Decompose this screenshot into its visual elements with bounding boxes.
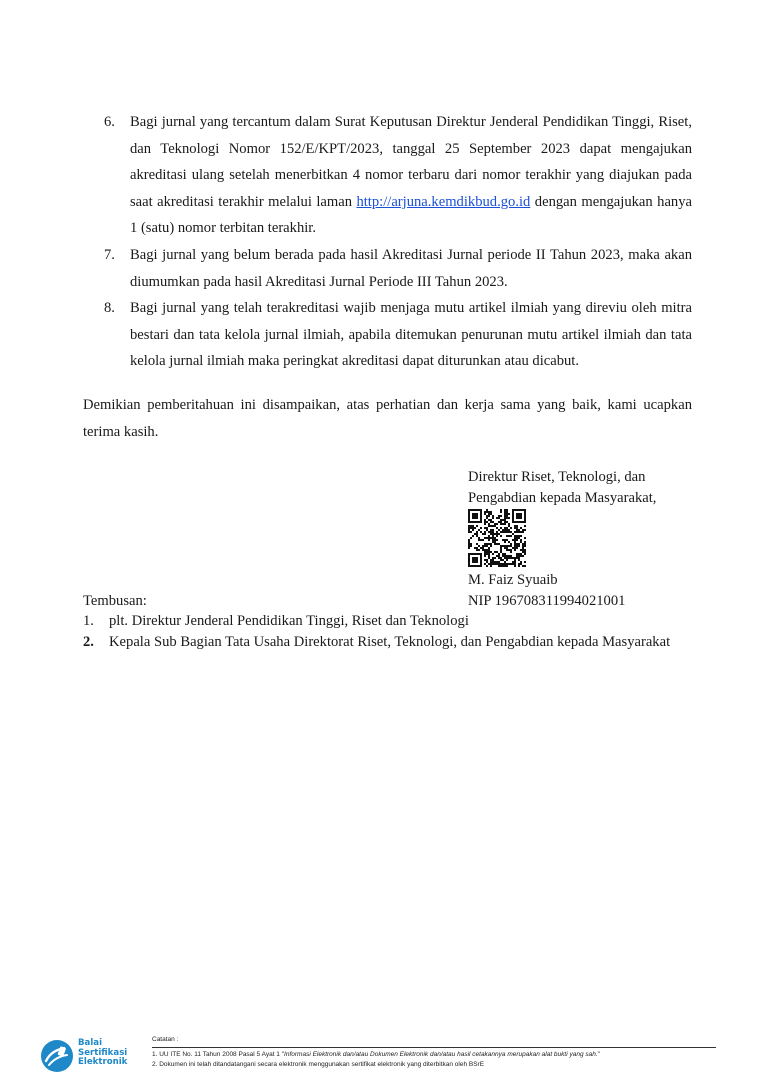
bsre-logo-text [78,1039,127,1068]
tembusan-item-number: 2. [83,633,94,650]
list-item [104,109,692,242]
numbered-list [104,109,692,375]
bsre-logo-icon [40,1039,74,1073]
tembusan-item [83,632,692,653]
note1-prefix: 1. UU ITE No. 11 Tahun 2008 Pasal 5 Ayat 1 " [152,1051,285,1058]
signature-title [468,467,656,509]
footer-note-2: 2. Dokumen ini telah ditandatangani secara elektronik menggunakan sertifikat elektronik yang diterbitkan oleh BSrE [152,1061,485,1068]
signer-nip: NIP 196708311994021001 [468,593,626,609]
logo-line1: Balai [78,1038,103,1048]
tembusan-title: Tembusan: [83,593,147,609]
list-item [104,295,692,375]
tembusan-list [83,611,692,652]
tembusan-item-text: Kepala Sub Bagian Tata Usaha Direktorat Riset, Teknologi, dan Pengabdian kepada Masyarakat [109,633,671,650]
list-item-text: Bagi jurnal yang telah terakreditasi wajib menjaga mutu artikel ilmiah yang direviu oleh mitra bestari dan tata kelola jurnal ilmiah, apabila ditemukan penurunan mutu artikel ilmiah dan tata kelola jurnal ilmiah maka peringkat akreditasi dapat diturunkan atau dicabut. [130,300,692,370]
list-item-text: Bagi jurnal yang belum berada pada hasil Akreditasi Jurnal periode II Tahun 2023, maka akan diumumkan pada hasil Akreditasi Jurnal Periode III Tahun 2023. [130,246,692,290]
arjuna-link[interactable]: http://arjuna.kemdikbud.go.id [356,193,531,210]
qr-code-icon [468,509,526,567]
list-item-text-after-link: dengan mengajukan hanya 1 (satu) nomor terbitan terakhir. [130,193,692,237]
logo-line2: Sertifikasi [78,1047,128,1058]
signature-title-line1: Direktur Riset, Teknologi, dan [468,469,646,485]
signature-title-line2: Pengabdian kepada Masyarakat, [468,490,657,506]
footer-notes [152,1035,716,1070]
list-item [104,242,692,295]
signer-name: M. Faiz Syuaib [468,572,558,588]
list-item-number: 7. [104,246,115,263]
list-item-number: 8. [104,300,115,317]
footer-divider [152,1047,716,1048]
tembusan-item-number: 1. [83,613,94,629]
list-item-text: Bagi jurnal yang tercantum dalam Surat Keputusan Direktur Jenderal Pendidikan Tinggi, Riset, dan Teknologi Nomor 152/E/KPT/2023, tanggal 25 September 2023 dapat mengajukan akreditasi ulang setelah menerbitkan 4 nomor terbaru dari nomor terakhir yang diajukan pada saat akreditasi terakhir melalui laman [130,114,692,210]
list-item-number: 6. [104,114,115,130]
note1-suffix: " [597,1051,600,1058]
footer-note-1 [152,1050,716,1060]
bsre-logo [40,1037,140,1075]
tembusan-item-text: plt. Direktur Jenderal Pendidikan Tinggi, Riset dan Teknologi [109,613,469,629]
notes-title: Catatan : [152,1036,179,1043]
logo-line3: Elektronik [78,1057,128,1068]
note1-italic: Informasi Elektronik dan/atau Dokumen Elektronik dan/atau hasil cetakannya merupakan alat bukti yang sah. [284,1051,598,1058]
tembusan-item [83,611,692,632]
closing-paragraph: Demikian pemberitahuan ini disampaikan, atas perhatian dan kerja sama yang baik, kami ucapkan terima kasih. [83,397,692,440]
